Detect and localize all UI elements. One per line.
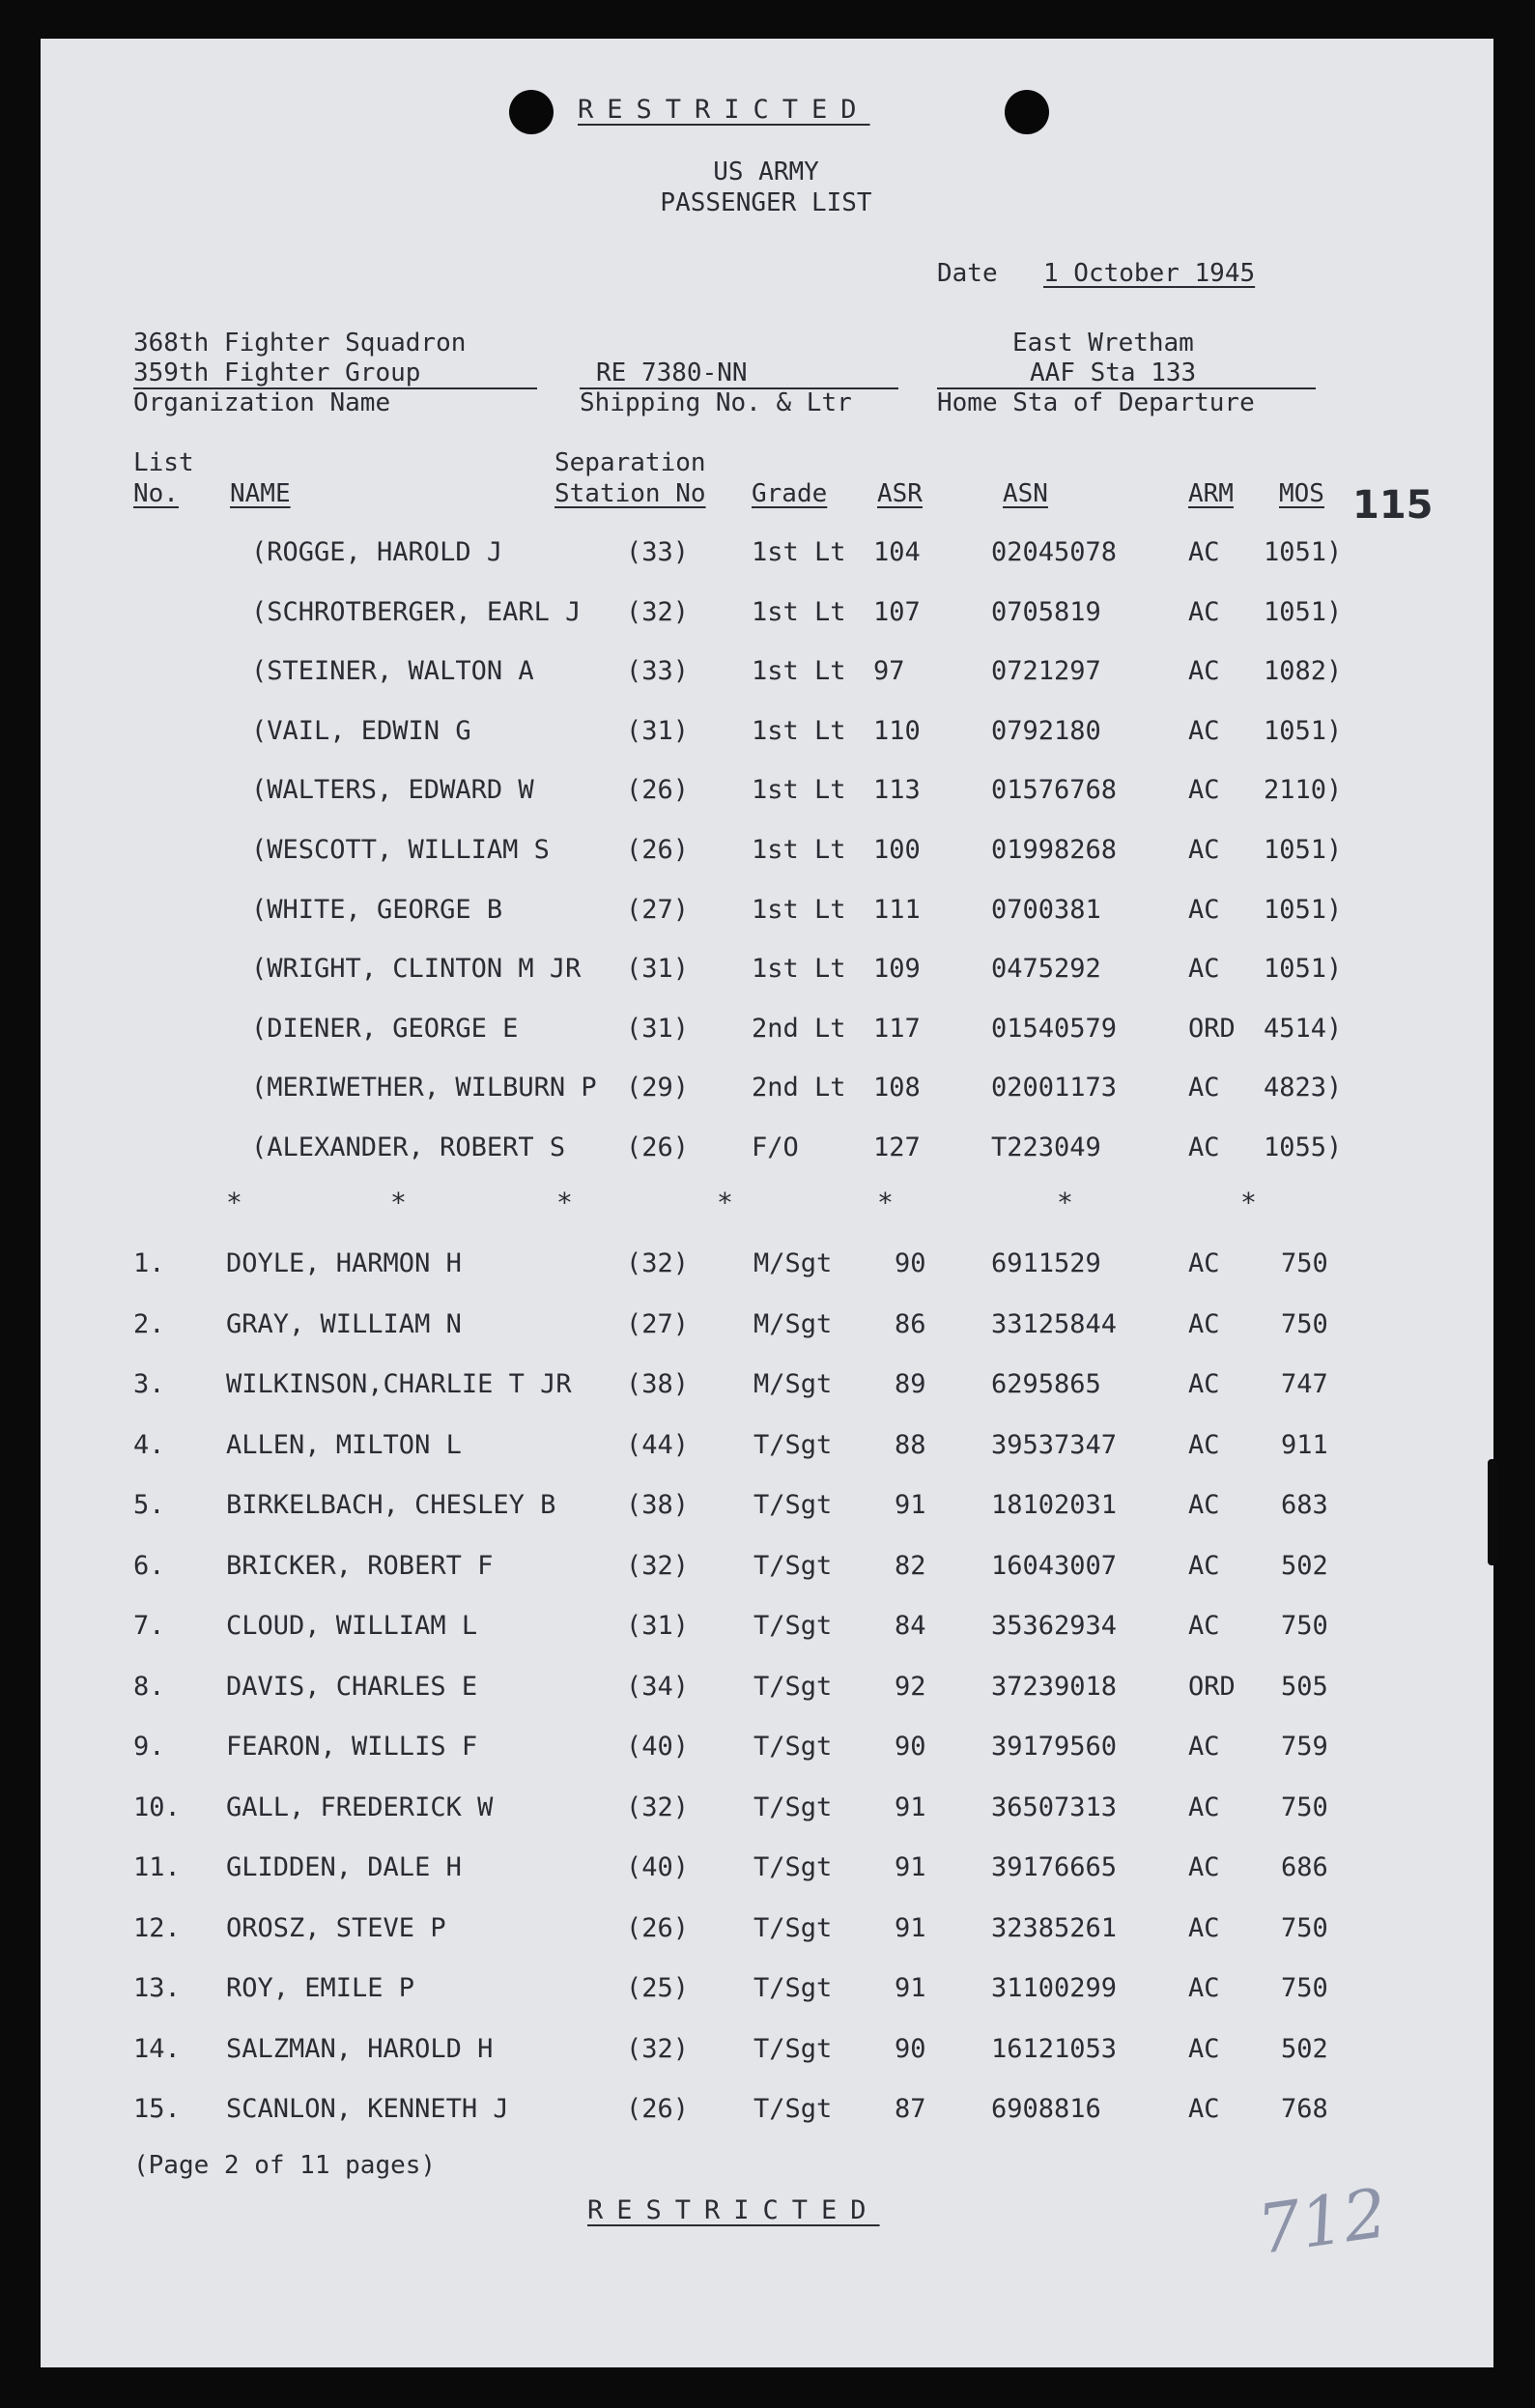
organization-caption: Organization Name bbox=[133, 388, 391, 417]
cell-name: SCANLON, KENNETH J bbox=[226, 2094, 509, 2124]
cell-asn: 32385261 bbox=[991, 1912, 1118, 1943]
table-row bbox=[41, 954, 1493, 992]
handwritten-mark: 712 bbox=[1252, 2173, 1392, 2270]
cell-name: (VAIL, EDWIN G bbox=[251, 715, 471, 746]
shipping-caption: Shipping No. & Ltr bbox=[580, 388, 852, 417]
cell-name: CLOUD, WILLIAM L bbox=[226, 1611, 478, 1641]
cell-arm: AC bbox=[1188, 1248, 1220, 1278]
cell-mos: 768 bbox=[1281, 2094, 1328, 2124]
cell-station: (31) bbox=[626, 715, 690, 746]
cell-grade: M/Sgt bbox=[753, 1308, 833, 1339]
cell-asr: 113 bbox=[873, 775, 921, 806]
col-mos: MOS bbox=[1279, 479, 1324, 508]
table-row bbox=[41, 656, 1493, 695]
cell-asn: 6908816 bbox=[991, 2094, 1101, 2124]
cell-arm: AC bbox=[1188, 715, 1220, 746]
page-number: 115 bbox=[1352, 483, 1434, 528]
cell-asn: 0705819 bbox=[991, 596, 1101, 627]
cell-no: 5. bbox=[133, 1490, 165, 1520]
table-row bbox=[41, 835, 1493, 874]
cell-station: (27) bbox=[626, 894, 690, 925]
cell-grade: 1st Lt bbox=[752, 656, 846, 687]
cell-arm: AC bbox=[1188, 2033, 1220, 2064]
cell-asn: 0792180 bbox=[991, 715, 1101, 746]
cell-asr: 110 bbox=[873, 715, 921, 746]
cell-station: (31) bbox=[626, 1611, 690, 1641]
cell-grade: 1st Lt bbox=[752, 954, 846, 985]
cell-asr: 91 bbox=[895, 1973, 926, 2003]
cell-mos: 747 bbox=[1281, 1369, 1328, 1399]
cell-station: (40) bbox=[626, 1732, 690, 1762]
date-value: 1 October 1945 bbox=[1043, 259, 1256, 288]
cell-name: BRICKER, ROBERT F bbox=[226, 1550, 494, 1581]
cell-arm: AC bbox=[1188, 1490, 1220, 1520]
cell-name: (ROGGE, HAROLD J bbox=[251, 537, 503, 567]
cell-station: (34) bbox=[626, 1671, 690, 1702]
cell-grade: T/Sgt bbox=[753, 1671, 833, 1702]
cell-asn: 0700381 bbox=[991, 894, 1101, 925]
separator-star: * bbox=[1057, 1187, 1073, 1218]
cell-asr: 90 bbox=[895, 1732, 926, 1762]
cell-arm: AC bbox=[1188, 1550, 1220, 1581]
table-row bbox=[41, 1490, 1493, 1529]
cell-arm: AC bbox=[1188, 1308, 1220, 1339]
cell-station: (31) bbox=[626, 954, 690, 985]
cell-name: (WHITE, GEORGE B bbox=[251, 894, 503, 925]
cell-grade: 2nd Lt bbox=[752, 1073, 846, 1104]
cell-name: GRAY, WILLIAM N bbox=[226, 1308, 462, 1339]
departure-station-line1: East Wretham bbox=[1012, 329, 1194, 358]
document-title-line1: US ARMY bbox=[713, 158, 819, 186]
cell-station: (26) bbox=[626, 1912, 690, 1943]
cell-arm: AC bbox=[1188, 835, 1220, 865]
cell-arm: AC bbox=[1188, 1973, 1220, 2003]
cell-arm: AC bbox=[1188, 1732, 1220, 1762]
cell-name: (MERIWETHER, WILBURN P bbox=[251, 1073, 597, 1104]
cell-no: 2. bbox=[133, 1308, 165, 1339]
cell-no: 9. bbox=[133, 1732, 165, 1762]
cell-asn: 16121053 bbox=[991, 2033, 1118, 2064]
cell-mos: 759 bbox=[1281, 1732, 1328, 1762]
organization-line2: 359th Fighter Group bbox=[133, 358, 421, 387]
col-arm: ARM bbox=[1188, 479, 1234, 508]
cell-no: 11. bbox=[133, 1852, 181, 1882]
table-row bbox=[41, 1248, 1493, 1287]
cell-mos: 1051) bbox=[1264, 954, 1343, 985]
cell-grade: 1st Lt bbox=[752, 537, 846, 567]
cell-asr: 104 bbox=[873, 537, 921, 567]
cell-station: (26) bbox=[626, 835, 690, 865]
cell-grade: T/Sgt bbox=[753, 1792, 833, 1822]
cell-asr: 127 bbox=[873, 1132, 921, 1162]
shipping-number-value: RE 7380-NN bbox=[596, 358, 748, 387]
cell-arm: AC bbox=[1188, 1852, 1220, 1882]
separator-star: * bbox=[1240, 1187, 1257, 1218]
cell-name: BIRKELBACH, CHESLEY B bbox=[226, 1490, 556, 1520]
cell-station: (32) bbox=[626, 2033, 690, 2064]
cell-asn: 01576768 bbox=[991, 775, 1118, 806]
cell-grade: 1st Lt bbox=[752, 596, 846, 627]
cell-grade: T/Sgt bbox=[753, 2094, 833, 2124]
col-asn: ASN bbox=[1003, 479, 1048, 508]
table-row bbox=[41, 1732, 1493, 1770]
col-asr: ASR bbox=[877, 479, 923, 508]
table-row bbox=[41, 1611, 1493, 1649]
separator-star: * bbox=[390, 1187, 407, 1218]
table-row bbox=[41, 1672, 1493, 1710]
cell-grade: T/Sgt bbox=[753, 1732, 833, 1762]
table-row bbox=[41, 775, 1493, 814]
cell-asr: 89 bbox=[895, 1369, 926, 1399]
cell-arm: AC bbox=[1188, 1073, 1220, 1104]
cell-mos: 750 bbox=[1281, 1611, 1328, 1641]
cell-station: (33) bbox=[626, 656, 690, 687]
cell-grade: T/Sgt bbox=[753, 1912, 833, 1943]
cell-no: 8. bbox=[133, 1671, 165, 1702]
cell-asn: 33125844 bbox=[991, 1308, 1118, 1339]
cell-station: (26) bbox=[626, 2094, 690, 2124]
cell-mos: 750 bbox=[1281, 1973, 1328, 2003]
cell-name: ALLEN, MILTON L bbox=[226, 1429, 462, 1460]
cell-station: (25) bbox=[626, 1973, 690, 2003]
cell-name: (SCHROTBERGER, EARL J bbox=[251, 596, 582, 627]
cell-asn: 39176665 bbox=[991, 1852, 1118, 1882]
cell-no: 6. bbox=[133, 1550, 165, 1581]
table-row bbox=[41, 1132, 1493, 1171]
col-separation-top: Separation bbox=[554, 448, 706, 477]
cell-asn: 36507313 bbox=[991, 1792, 1118, 1822]
cell-mos: 1051) bbox=[1264, 596, 1343, 627]
cell-asn: 35362934 bbox=[991, 1611, 1118, 1641]
cell-mos: 2110) bbox=[1264, 775, 1343, 806]
table-row bbox=[41, 1852, 1493, 1891]
cell-grade: T/Sgt bbox=[753, 1490, 833, 1520]
cell-no: 3. bbox=[133, 1369, 165, 1399]
cell-grade: M/Sgt bbox=[753, 1369, 833, 1399]
binder-clip bbox=[1488, 1459, 1497, 1565]
cell-asr: 109 bbox=[873, 954, 921, 985]
cell-asn: 6295865 bbox=[991, 1369, 1101, 1399]
cell-grade: T/Sgt bbox=[753, 1611, 833, 1641]
punch-hole-left bbox=[509, 90, 554, 134]
cell-arm: AC bbox=[1188, 2094, 1220, 2124]
cell-no: 14. bbox=[133, 2033, 181, 2064]
col-list-top: List bbox=[133, 448, 194, 477]
cell-name: (WRIGHT, CLINTON M JR bbox=[251, 954, 582, 985]
cell-station: (32) bbox=[626, 1792, 690, 1822]
cell-name: (STEINER, WALTON A bbox=[251, 656, 534, 687]
cell-mos: 1051) bbox=[1264, 715, 1343, 746]
document-page bbox=[41, 39, 1493, 2367]
cell-asr: 92 bbox=[895, 1671, 926, 1702]
cell-no: 1. bbox=[133, 1248, 165, 1278]
cell-asn: 37239018 bbox=[991, 1671, 1118, 1702]
cell-name: FEARON, WILLIS F bbox=[226, 1732, 478, 1762]
cell-name: (WESCOTT, WILLIAM S bbox=[251, 835, 550, 865]
classification-footer: RESTRICTED bbox=[587, 2195, 880, 2225]
cell-asr: 117 bbox=[873, 1013, 921, 1044]
cell-arm: AC bbox=[1188, 894, 1220, 925]
col-list-bottom: No. bbox=[133, 479, 179, 508]
cell-asr: 82 bbox=[895, 1550, 926, 1581]
cell-name: (DIENER, GEORGE E bbox=[251, 1013, 519, 1044]
separator-star: * bbox=[556, 1187, 573, 1218]
cell-mos: 750 bbox=[1281, 1248, 1328, 1278]
col-name: NAME bbox=[230, 479, 291, 508]
cell-mos: 1055) bbox=[1264, 1132, 1343, 1162]
cell-station: (38) bbox=[626, 1490, 690, 1520]
cell-asn: 01998268 bbox=[991, 835, 1118, 865]
cell-asr: 91 bbox=[895, 1792, 926, 1822]
cell-grade: 1st Lt bbox=[752, 835, 846, 865]
cell-station: (44) bbox=[626, 1429, 690, 1460]
cell-no: 7. bbox=[133, 1611, 165, 1641]
cell-mos: 502 bbox=[1281, 2033, 1328, 2064]
organization-line1: 368th Fighter Squadron bbox=[133, 329, 467, 358]
table-row bbox=[41, 537, 1493, 576]
table-row bbox=[41, 597, 1493, 636]
cell-asr: 91 bbox=[895, 1490, 926, 1520]
cell-asr: 97 bbox=[873, 656, 905, 687]
cell-arm: ORD bbox=[1188, 1671, 1236, 1702]
cell-mos: 683 bbox=[1281, 1490, 1328, 1520]
cell-arm: AC bbox=[1188, 656, 1220, 687]
table-row bbox=[41, 1792, 1493, 1831]
separator-row bbox=[41, 1187, 1493, 1225]
cell-name: DOYLE, HARMON H bbox=[226, 1248, 462, 1278]
cell-station: (32) bbox=[626, 1550, 690, 1581]
cell-mos: 4823) bbox=[1264, 1073, 1343, 1104]
cell-station: (38) bbox=[626, 1369, 690, 1399]
cell-arm: AC bbox=[1188, 1132, 1220, 1162]
cell-name: OROSZ, STEVE P bbox=[226, 1912, 446, 1943]
cell-grade: 1st Lt bbox=[752, 894, 846, 925]
cell-asn: 18102031 bbox=[991, 1490, 1118, 1520]
cell-mos: 4514) bbox=[1264, 1013, 1343, 1044]
cell-mos: 750 bbox=[1281, 1308, 1328, 1339]
cell-no: 10. bbox=[133, 1792, 181, 1822]
cell-name: WILKINSON,CHARLIE T JR bbox=[226, 1369, 572, 1399]
table-row bbox=[41, 716, 1493, 755]
col-separation-bottom: Station No bbox=[554, 479, 706, 508]
departure-station-line2: AAF Sta 133 bbox=[1030, 358, 1197, 387]
cell-arm: ORD bbox=[1188, 1013, 1236, 1044]
cell-mos: 750 bbox=[1281, 1912, 1328, 1943]
table-row bbox=[41, 1430, 1493, 1469]
cell-grade: M/Sgt bbox=[753, 1248, 833, 1278]
cell-asn: 0721297 bbox=[991, 656, 1101, 687]
cell-grade: 1st Lt bbox=[752, 775, 846, 806]
cell-mos: 1082) bbox=[1264, 656, 1343, 687]
cell-name: GALL, FREDERICK W bbox=[226, 1792, 494, 1822]
cell-arm: AC bbox=[1188, 954, 1220, 985]
cell-name: (ALEXANDER, ROBERT S bbox=[251, 1132, 566, 1162]
cell-arm: AC bbox=[1188, 1912, 1220, 1943]
cell-station: (31) bbox=[626, 1013, 690, 1044]
separator-star: * bbox=[717, 1187, 733, 1218]
cell-asr: 86 bbox=[895, 1308, 926, 1339]
cell-mos: 750 bbox=[1281, 1792, 1328, 1822]
cell-name: DAVIS, CHARLES E bbox=[226, 1671, 478, 1702]
table-row bbox=[41, 1309, 1493, 1348]
table-row bbox=[41, 2034, 1493, 2073]
separator-star: * bbox=[877, 1187, 894, 1218]
cell-no: 15. bbox=[133, 2094, 181, 2124]
cell-grade: 2nd Lt bbox=[752, 1013, 846, 1044]
separator-star: * bbox=[226, 1187, 242, 1218]
departure-caption: Home Sta of Departure bbox=[937, 388, 1255, 417]
cell-arm: AC bbox=[1188, 1792, 1220, 1822]
table-row bbox=[41, 1073, 1493, 1111]
cell-asr: 88 bbox=[895, 1429, 926, 1460]
cell-asr: 91 bbox=[895, 1912, 926, 1943]
cell-arm: AC bbox=[1188, 1369, 1220, 1399]
table-row bbox=[41, 2094, 1493, 2133]
cell-asn: 02045078 bbox=[991, 537, 1118, 567]
table-row bbox=[41, 1369, 1493, 1408]
cell-mos: 1051) bbox=[1264, 894, 1343, 925]
cell-asn: 0475292 bbox=[991, 954, 1101, 985]
table-row bbox=[41, 895, 1493, 933]
cell-no: 4. bbox=[133, 1429, 165, 1460]
cell-station: (26) bbox=[626, 1132, 690, 1162]
cell-station: (27) bbox=[626, 1308, 690, 1339]
cell-station: (32) bbox=[626, 596, 690, 627]
col-grade: Grade bbox=[752, 479, 828, 508]
cell-asn: 01540579 bbox=[991, 1013, 1118, 1044]
cell-arm: AC bbox=[1188, 537, 1220, 567]
cell-mos: 502 bbox=[1281, 1550, 1328, 1581]
cell-asr: 91 bbox=[895, 1852, 926, 1882]
cell-asn: 02001173 bbox=[991, 1073, 1118, 1104]
cell-station: (29) bbox=[626, 1073, 690, 1104]
cell-no: 12. bbox=[133, 1912, 181, 1943]
cell-asr: 87 bbox=[895, 2094, 926, 2124]
cell-asn: 31100299 bbox=[991, 1973, 1118, 2003]
table-row bbox=[41, 1551, 1493, 1590]
table-row bbox=[41, 1913, 1493, 1952]
cell-grade: T/Sgt bbox=[753, 2033, 833, 2064]
document-title-line2: PASSENGER LIST bbox=[660, 188, 872, 217]
cell-arm: AC bbox=[1188, 596, 1220, 627]
cell-asr: 90 bbox=[895, 1248, 926, 1278]
cell-name: (WALTERS, EDWARD W bbox=[251, 775, 534, 806]
cell-name: ROY, EMILE P bbox=[226, 1973, 415, 2003]
table-row bbox=[41, 1973, 1493, 2012]
cell-asn: 39537347 bbox=[991, 1429, 1118, 1460]
cell-arm: AC bbox=[1188, 775, 1220, 806]
cell-mos: 686 bbox=[1281, 1852, 1328, 1882]
cell-name: SALZMAN, HAROLD H bbox=[226, 2033, 494, 2064]
cell-grade: T/Sgt bbox=[753, 1852, 833, 1882]
cell-asr: 111 bbox=[873, 894, 921, 925]
cell-asr: 107 bbox=[873, 596, 921, 627]
page-count-note: (Page 2 of 11 pages) bbox=[133, 2151, 437, 2180]
cell-asr: 100 bbox=[873, 835, 921, 865]
cell-grade: 1st Lt bbox=[752, 715, 846, 746]
cell-mos: 911 bbox=[1281, 1429, 1328, 1460]
cell-grade: F/O bbox=[752, 1132, 799, 1162]
table-row bbox=[41, 1014, 1493, 1052]
cell-grade: T/Sgt bbox=[753, 1550, 833, 1581]
cell-station: (33) bbox=[626, 537, 690, 567]
cell-asr: 90 bbox=[895, 2033, 926, 2064]
cell-station: (26) bbox=[626, 775, 690, 806]
cell-mos: 505 bbox=[1281, 1671, 1328, 1702]
cell-grade: T/Sgt bbox=[753, 1429, 833, 1460]
cell-mos: 1051) bbox=[1264, 835, 1343, 865]
punch-hole-right bbox=[1005, 90, 1049, 134]
cell-station: (32) bbox=[626, 1248, 690, 1278]
cell-station: (40) bbox=[626, 1852, 690, 1882]
cell-mos: 1051) bbox=[1264, 537, 1343, 567]
cell-asr: 108 bbox=[873, 1073, 921, 1104]
date-label: Date bbox=[937, 259, 998, 288]
cell-asn: T223049 bbox=[991, 1132, 1101, 1162]
cell-arm: AC bbox=[1188, 1429, 1220, 1460]
cell-asn: 6911529 bbox=[991, 1248, 1101, 1278]
cell-asr: 84 bbox=[895, 1611, 926, 1641]
cell-no: 13. bbox=[133, 1973, 181, 2003]
classification-header: RESTRICTED bbox=[578, 95, 870, 125]
cell-asn: 39179560 bbox=[991, 1732, 1118, 1762]
cell-asn: 16043007 bbox=[991, 1550, 1118, 1581]
cell-grade: T/Sgt bbox=[753, 1973, 833, 2003]
cell-name: GLIDDEN, DALE H bbox=[226, 1852, 462, 1882]
cell-arm: AC bbox=[1188, 1611, 1220, 1641]
